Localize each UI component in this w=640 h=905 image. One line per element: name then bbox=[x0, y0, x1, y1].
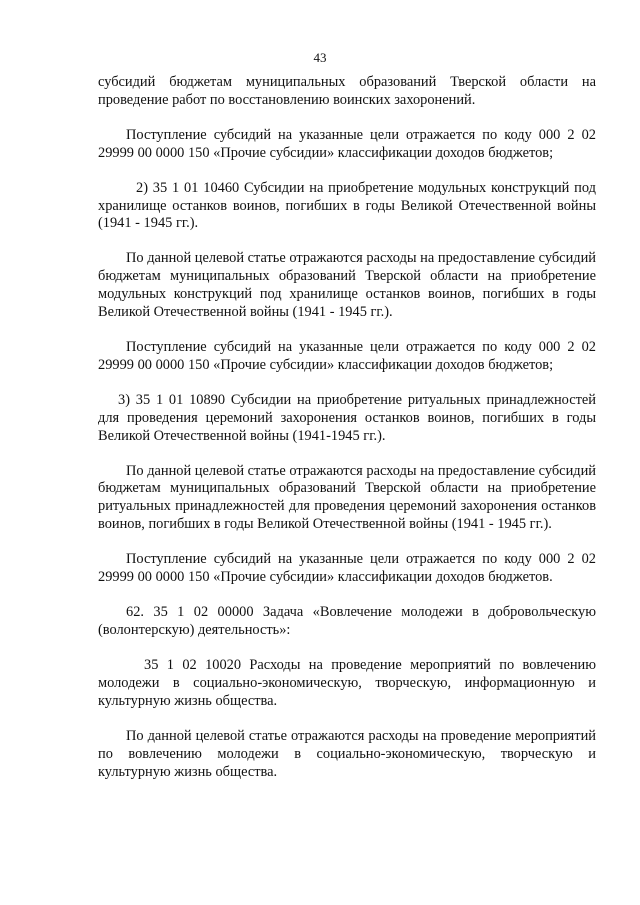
paragraph-expense-10020: 35 1 02 10020 Расходы на проведение мероприятий по вовлечению молодежи в социально-экономическую, творческую, информационную и культурную жизнь общества. bbox=[98, 656, 596, 709]
page-number: 43 bbox=[313, 50, 327, 65]
paragraph-revenue-code-1: Поступление субсидий на указанные цели отражается по коду 000 2 02 29999 00 0000 150 «Прочие субсидии» классификации доходов бюджетов; bbox=[98, 126, 596, 161]
document-body bbox=[98, 74, 596, 782]
paragraph-continuation: субсидий бюджетам муниципальных образований Тверской области на проведение работ по восстановлению воинских захоронений. bbox=[98, 74, 596, 108]
paragraph-expense-description-2: По данной целевой статье отражаются расходы на предоставление субсидий бюджетам муниципальных образований Тверской области на приобретение модульных конструкций под хранилище останков воинов, погибших в годы Великой Отечественной войны (1941 - 1945 гг.). bbox=[98, 250, 596, 321]
paragraph-item-3: 3) 35 1 01 10890 Субсидии на приобретение ритуальных принадлежностей для проведения церемоний захоронения останков воинов, погибших в годы Великой Отечественной войны (1941-1945 гг.). bbox=[98, 391, 596, 444]
paragraph-revenue-code-2: Поступление субсидий на указанные цели отражается по коду 000 2 02 29999 00 0000 150 «Прочие субсидии» классификации доходов бюджетов; bbox=[98, 338, 596, 373]
paragraph-task-62: 62. 35 1 02 00000 Задача «Вовлечение молодежи в добровольческую (волонтерскую) деятельность»: bbox=[98, 603, 596, 638]
paragraph-revenue-code-3: Поступление субсидий на указанные цели отражается по коду 000 2 02 29999 00 0000 150 «Прочие субсидии» классификации доходов бюджетов. bbox=[98, 551, 596, 586]
paragraph-item-2: 2) 35 1 01 10460 Субсидии на приобретение модульных конструкций под хранилище останков воинов, погибших в годы Великой Отечественной войны (1941 - 1945 гг.). bbox=[98, 179, 596, 232]
paragraph-expense-description-10020: По данной целевой статье отражаются расходы на проведение мероприятий по вовлечению молодежи в социально-экономическую, творческую и культурную жизнь общества. bbox=[98, 728, 596, 781]
paragraph-expense-description-3: По данной целевой статье отражаются расходы на предоставление субсидий бюджетам муниципальных образований Тверской области на приобретение ритуальных принадлежностей для проведения церемоний захоронения останков воинов, погибших в годы Великой Отечественной войны (1941 - 1945 гг.). bbox=[98, 462, 596, 533]
